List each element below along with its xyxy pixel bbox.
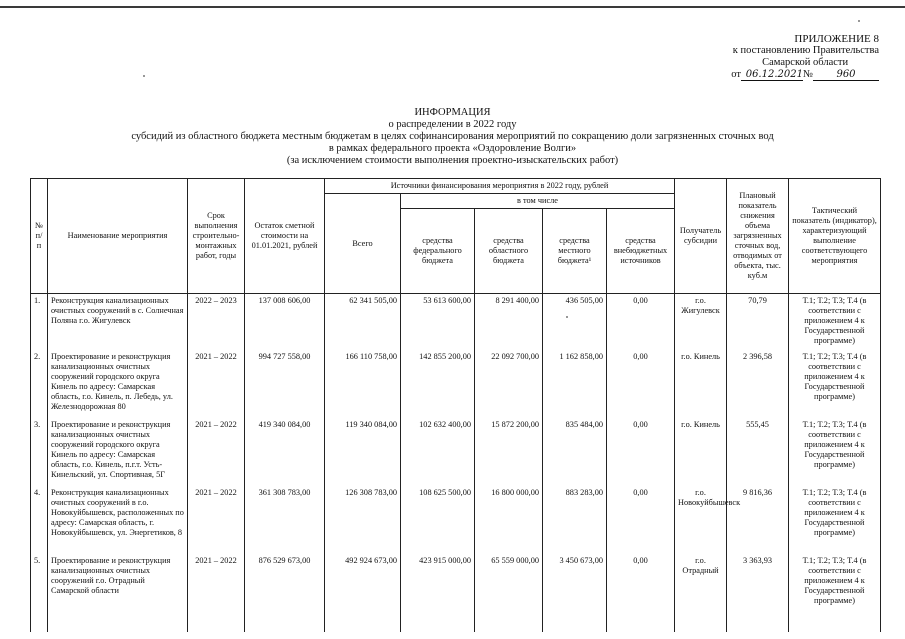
appendix-line-2: Самарской области: [762, 57, 849, 68]
cell-recipient: г.о. Кинель: [675, 418, 727, 486]
cell-num: 3.: [31, 418, 48, 486]
appendix-block: [731, 33, 879, 81]
cell-planned: 3 363,93: [727, 554, 789, 632]
table-row: [31, 418, 881, 486]
header-local: средства местного бюджета¹: [543, 209, 607, 294]
appendix-title: ПРИЛОЖЕНИЕ 8: [794, 33, 879, 45]
cell-local: 436 505,00: [543, 294, 607, 351]
cell-num: 5.: [31, 554, 48, 632]
header-including: в том числе: [401, 194, 675, 209]
cell-regional: 65 559 000,00: [475, 554, 543, 632]
date-field: [741, 69, 803, 81]
header-total: Всего: [325, 194, 401, 294]
cell-offbudget: 0,00: [607, 554, 675, 632]
cell-total: 492 924 673,00: [325, 554, 401, 632]
cell-name: Проектирование и реконструкция канализационных очистных сооружений городского округа Кинель по адресу: Самарская область, г.о. Кинель, п. Лебедь, ул. Железнодорожная 80: [48, 350, 188, 418]
scan-top-border: [0, 6, 905, 8]
appendix-date-line: [731, 69, 879, 81]
table-row: [31, 554, 881, 632]
cell-local: 3 450 673,00: [543, 554, 607, 632]
cell-term: 2021 – 2022: [188, 418, 245, 486]
cell-tactical: Т.1; Т.2; Т.3; Т.4 (в соответствии с приложением 4 к Государственной программе): [789, 350, 881, 418]
cell-tactical: Т.1; Т.2; Т.3; Т.4 (в соответствии с приложением 4 к Государственной программе): [789, 294, 881, 351]
cell-regional: 8 291 400,00: [475, 294, 543, 351]
cell-local: 883 283,00: [543, 486, 607, 554]
cell-recipient: г.о. Отрадный: [675, 554, 727, 632]
cell-num: 1.: [31, 294, 48, 351]
cell-planned: 555,45: [727, 418, 789, 486]
cell-regional: 22 092 700,00: [475, 350, 543, 418]
cell-planned: 2 396,58: [727, 350, 789, 418]
cell-regional: 15 872 200,00: [475, 418, 543, 486]
cell-planned: 9 816,36: [727, 486, 789, 554]
heading-line-2: субсидий из областного бюджета местным бюджетам в целях софинансирования мероприятий по сокращению доли загрязненных сточных вод: [131, 131, 774, 142]
cell-remainder: 994 727 558,00: [245, 350, 325, 418]
cell-remainder: 361 308 783,00: [245, 486, 325, 554]
heading-line-1: о распределении в 2022 году: [388, 119, 517, 130]
from-label: от: [731, 69, 741, 80]
cell-tactical: Т.1; Т.2; Т.3; Т.4 (в соответствии с приложением 4 к Государственной программе): [789, 486, 881, 554]
header-recipient: Получатель субсидии: [675, 179, 727, 294]
cell-term: 2022 – 2023: [188, 294, 245, 351]
cell-federal: 108 625 500,00: [401, 486, 475, 554]
cell-num: 4.: [31, 486, 48, 554]
cell-offbudget: 0,00: [607, 486, 675, 554]
cell-name: Проектирование и реконструкция канализационных очистных сооружений г.о. Отрадный Самарской области: [48, 554, 188, 632]
cell-federal: 53 613 600,00: [401, 294, 475, 351]
header-sources-group: Источники финансирования мероприятия в 2022 году, рублей: [325, 179, 675, 194]
cell-name: Реконструкция канализационных очистных сооружений в г.о. Новокуйбышевск, расположенных по адресу: Самарская область, г. Новокуйбышевск, ул. Энергетиков, 8: [48, 486, 188, 554]
cell-planned: 70,79: [727, 294, 789, 351]
table-row: [31, 350, 881, 418]
cell-federal: 102 632 400,00: [401, 418, 475, 486]
cell-term: 2021 – 2022: [188, 554, 245, 632]
heading-line-4: (за исключением стоимости выполнения проектно-изыскательских работ): [286, 155, 619, 166]
cell-total: 166 110 758,00: [325, 350, 401, 418]
header-remainder: Остаток сметной стоимости на 01.01.2021, рублей: [245, 179, 325, 294]
cell-tactical: Т.1; Т.2; Т.3; Т.4 (в соответствии с приложением 4 к Государственной программе): [789, 418, 881, 486]
cell-total: 126 308 783,00: [325, 486, 401, 554]
header-tactical: Тактический показатель (индикатор), характеризующий выполнение соответствующего мероприятия: [789, 179, 881, 294]
date-handwritten: 06.12.2021: [745, 69, 803, 80]
subsidy-table: [30, 178, 881, 632]
cell-offbudget: 0,00: [607, 350, 675, 418]
cell-offbudget: 0,00: [607, 418, 675, 486]
cell-local: 835 484,00: [543, 418, 607, 486]
table-row: [31, 294, 881, 351]
header-term: Срок выполнения строительно-монтажных работ, годы: [188, 179, 245, 294]
header-name: Наименование мероприятия: [48, 179, 188, 294]
cell-total: 119 340 084,00: [325, 418, 401, 486]
cell-federal: 423 915 000,00: [401, 554, 475, 632]
document-heading: [0, 107, 905, 167]
appendix-line-1: к постановлению Правительства: [732, 45, 879, 56]
table-row: [31, 486, 881, 554]
scan-speck: [858, 20, 860, 22]
cell-term: 2021 – 2022: [188, 486, 245, 554]
cell-recipient: г.о. Жигулевск: [675, 294, 727, 351]
header-federal: средства федерального бюджета: [401, 209, 475, 294]
cell-name: Проектирование и реконструкция канализационных очистных сооружений городского округа Кинель по адресу: Самарская область, г.о. Кинель, п.г.т. Усть-Кинельский, ул. Спортивная, 5Г: [48, 418, 188, 486]
cell-regional: 16 800 000,00: [475, 486, 543, 554]
cell-remainder: 876 529 673,00: [245, 554, 325, 632]
heading-line-3: в рамках федерального проекта «Оздоровление Волги»: [328, 143, 577, 154]
cell-total: 62 341 505,00: [325, 294, 401, 351]
cell-remainder: 419 340 084,00: [245, 418, 325, 486]
cell-term: 2021 – 2022: [188, 350, 245, 418]
number-field: [813, 69, 879, 81]
cell-local: 1 162 858,00: [543, 350, 607, 418]
header-regional: средства областного бюджета: [475, 209, 543, 294]
cell-tactical: Т.1; Т.2; Т.3; Т.4 (в соответствии с приложением 4 к Государственной программе): [789, 554, 881, 632]
number-handwritten: 960: [836, 69, 856, 80]
header-offbudget: средства внебюджетных источников: [607, 209, 675, 294]
header-planned: Плановый показатель снижения объема загрязненных сточных вод, отводимых от объекта, тыс. куб.м: [727, 179, 789, 294]
cell-federal: 142 855 200,00: [401, 350, 475, 418]
header-num: № п/п: [31, 179, 48, 294]
heading-title: ИНФОРМАЦИЯ: [414, 107, 491, 118]
cell-recipient: г.о. Кинель: [675, 350, 727, 418]
cell-recipient: г.о. Новокуйбышевск: [675, 486, 727, 554]
scan-speck: [143, 75, 145, 77]
number-label: №: [802, 69, 813, 80]
cell-num: 2.: [31, 350, 48, 418]
cell-name: Реконструкция канализационных очистных сооружений в с. Солнечная Поляна г.о. Жигулевск: [48, 294, 188, 351]
cell-remainder: 137 008 606,00: [245, 294, 325, 351]
cell-offbudget: 0,00: [607, 294, 675, 351]
